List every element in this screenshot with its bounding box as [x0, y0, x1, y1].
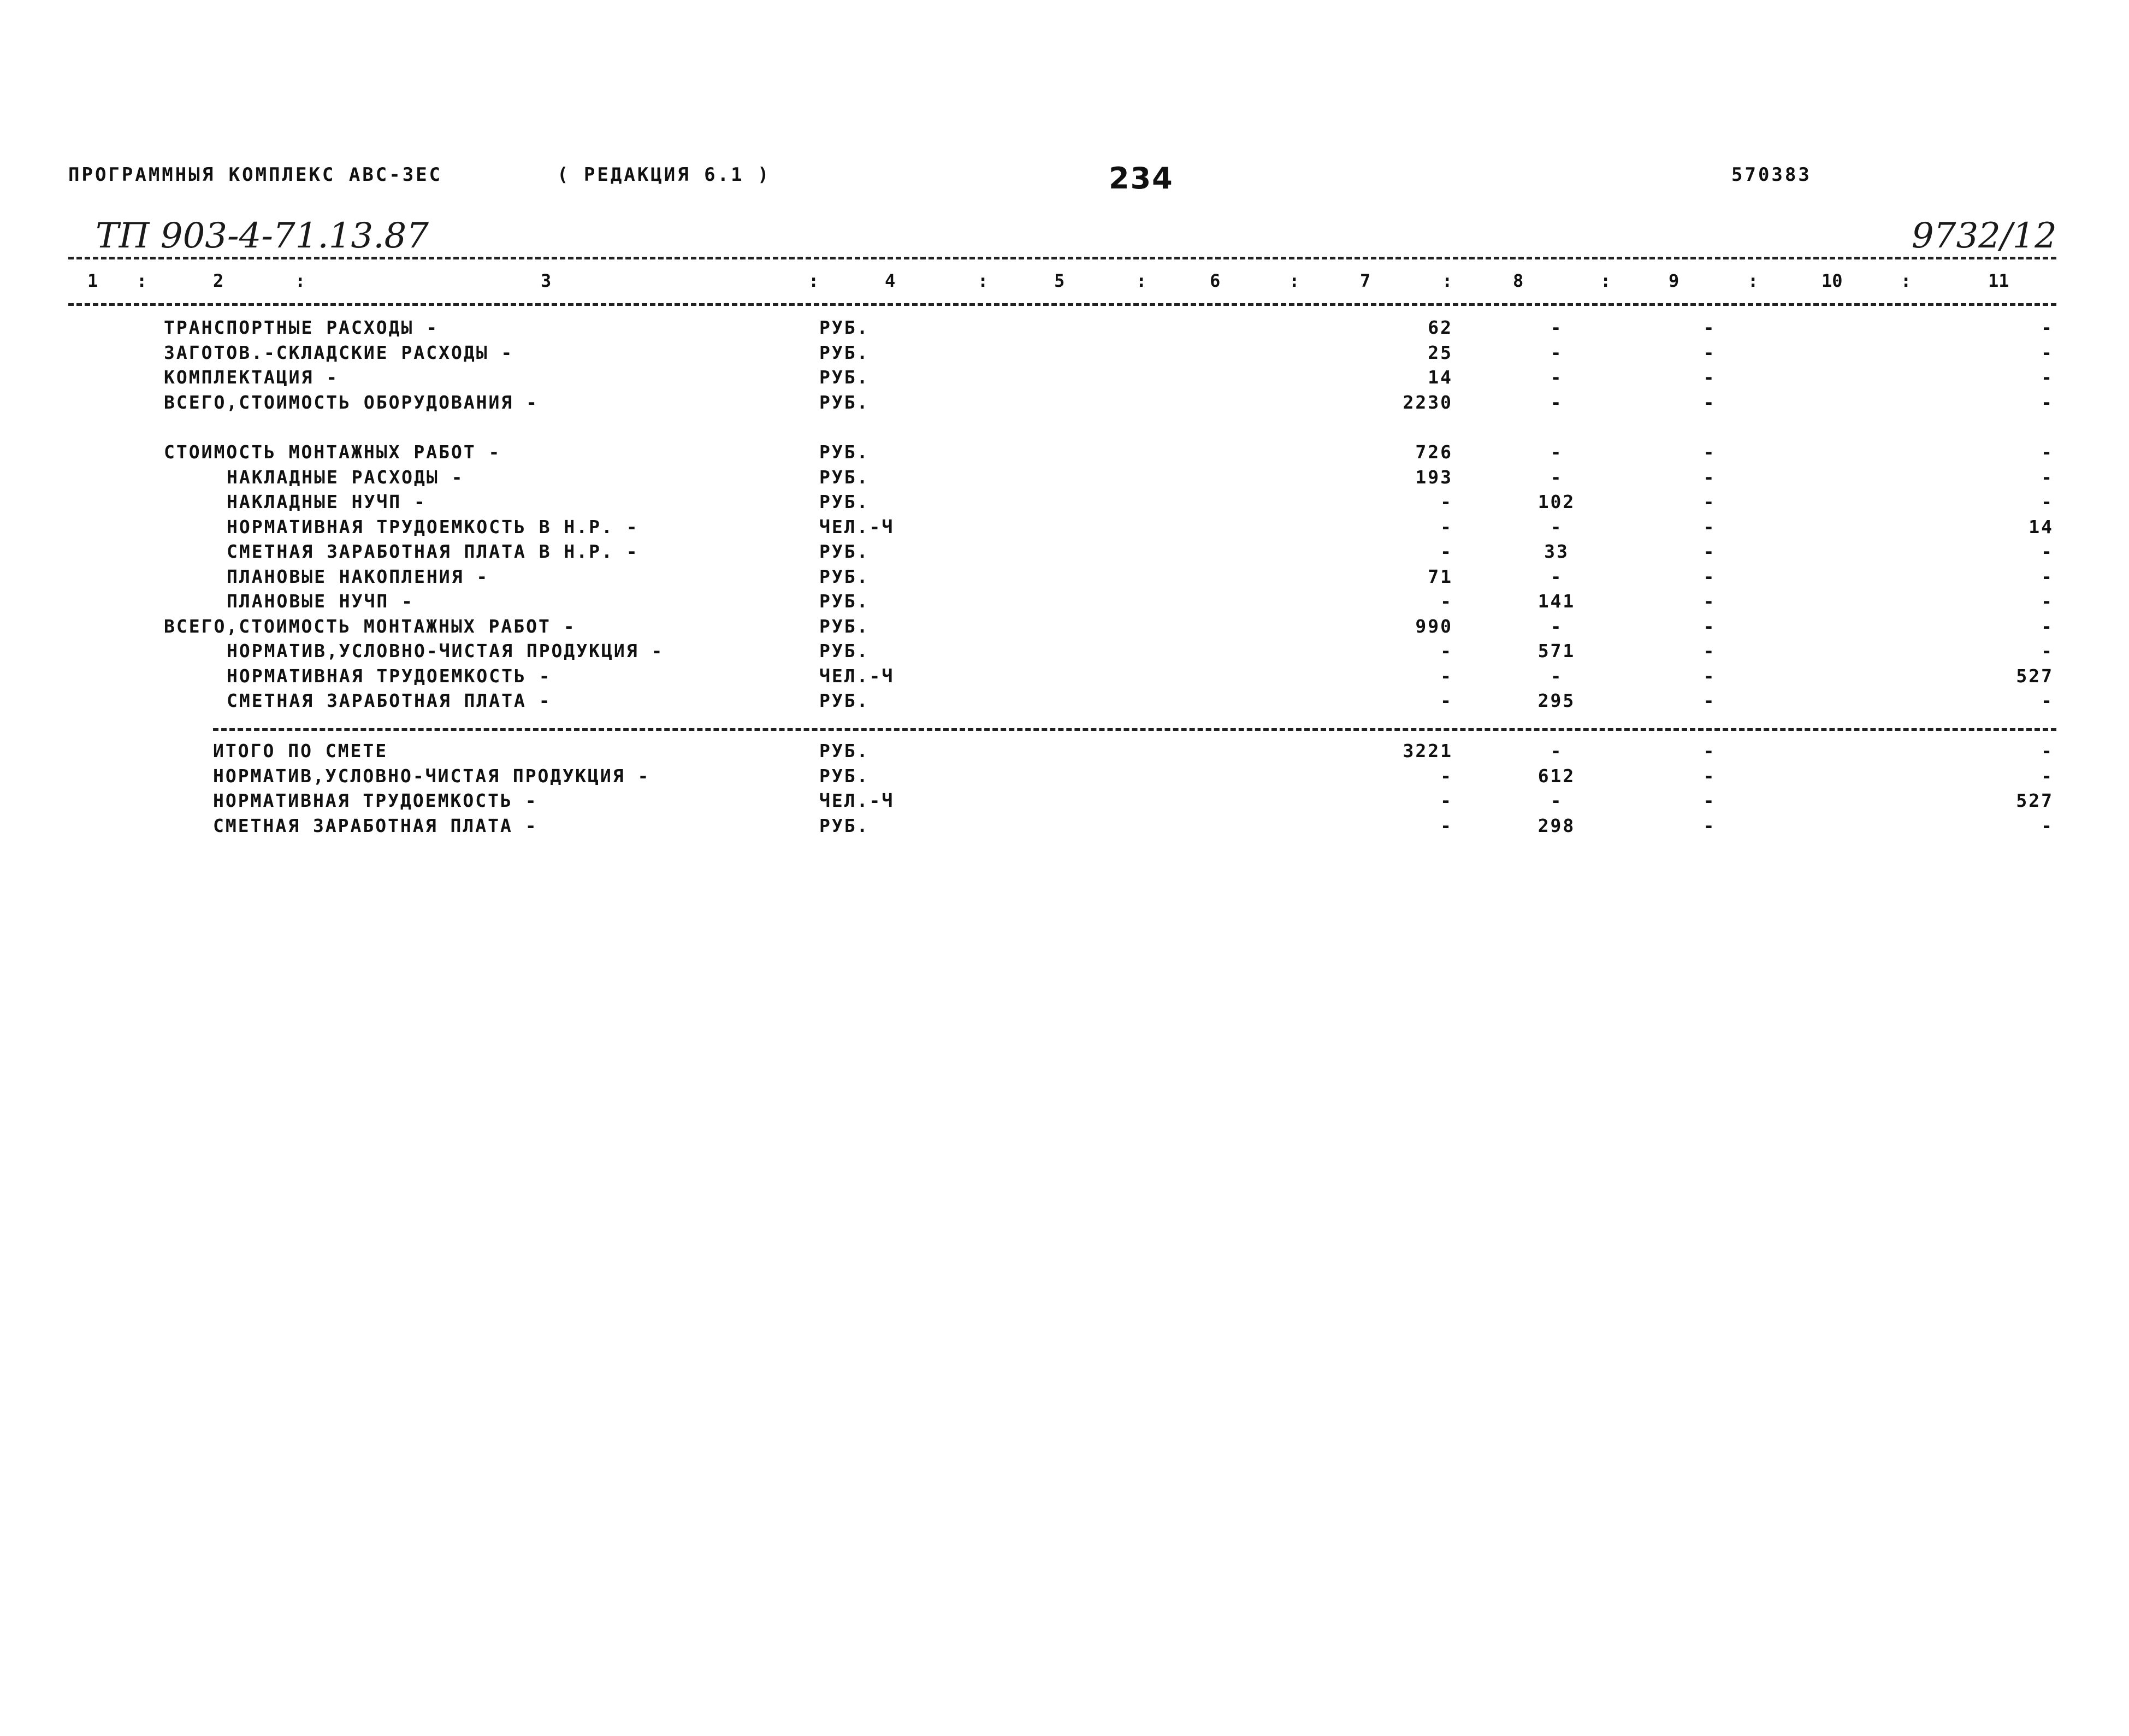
row-unit: РУБ.: [819, 392, 870, 413]
row-label: ЗАГОТОВ.-СКЛАДСКИЕ РАСХОДЫ -: [164, 342, 514, 363]
column-number: 8: [1513, 270, 1524, 291]
table-row: [0, 392, 2129, 416]
row-col7-value: -: [1440, 790, 1453, 811]
row-col11-value: -: [2041, 740, 2054, 761]
totals-rule: [213, 728, 2056, 731]
column-number: 4: [885, 270, 896, 291]
column-number: 7: [1360, 270, 1371, 291]
row-col9-value: -: [1703, 790, 1716, 811]
row-col7-value: 62: [1428, 317, 1453, 338]
column-separator: :: [1600, 270, 1611, 291]
row-col7-value: 726: [1415, 441, 1453, 463]
table-row: [0, 790, 2129, 814]
row-unit: РУБ.: [819, 317, 870, 338]
row-col11-value: -: [2041, 367, 2054, 388]
row-col7-value: -: [1440, 665, 1453, 687]
row-unit: РУБ.: [819, 441, 870, 463]
row-unit: РУБ.: [819, 591, 870, 612]
row-label: НОРМАТИВ,УСЛОВНО-ЧИСТАЯ ПРОДУКЦИЯ -: [213, 765, 650, 787]
row-col9-value: -: [1703, 740, 1716, 761]
row-col8-value: 141: [1537, 591, 1576, 612]
table-row: [0, 367, 2129, 391]
row-col7-value: -: [1440, 640, 1453, 662]
row-col8-value: -: [1550, 616, 1563, 637]
table-row: [0, 740, 2129, 764]
row-col9-value: -: [1703, 516, 1716, 538]
row-col11-value: -: [2041, 441, 2054, 463]
row-col11-value: 527: [2016, 790, 2054, 811]
row-col9-value: -: [1703, 367, 1716, 388]
row-col9-value: -: [1703, 815, 1716, 836]
row-label: КОМПЛЕКТАЦИЯ -: [164, 367, 339, 388]
column-separator: :: [1748, 270, 1759, 291]
row-label: НОРМАТИВНАЯ ТРУДОЕМКОСТЬ В Н.Р. -: [227, 516, 639, 538]
row-unit: РУБ.: [819, 566, 870, 587]
row-col9-value: -: [1703, 467, 1716, 488]
column-number: 1: [87, 270, 98, 291]
table-row: [0, 317, 2129, 341]
row-col8-value: -: [1550, 516, 1563, 538]
row-col9-value: -: [1703, 591, 1716, 612]
row-col7-value: 193: [1415, 467, 1453, 488]
column-number: 9: [1669, 270, 1679, 291]
row-col8-value: -: [1550, 367, 1563, 388]
handwritten-project-number: ТП 903-4-71.13.87: [96, 216, 429, 256]
row-unit: РУБ.: [819, 491, 870, 512]
row-label: НАКЛАДНЫЕ РАСХОДЫ -: [227, 467, 464, 488]
column-number: 3: [541, 270, 552, 291]
row-col11-value: -: [2041, 640, 2054, 662]
row-unit: РУБ.: [819, 367, 870, 388]
row-col8-value: 33: [1544, 541, 1569, 562]
row-label: СМЕТНАЯ ЗАРАБОТНАЯ ПЛАТА -: [213, 815, 538, 836]
row-col8-value: -: [1550, 392, 1563, 413]
row-col11-value: -: [2041, 815, 2054, 836]
table-row: [0, 541, 2129, 565]
row-col7-value: -: [1440, 541, 1453, 562]
row-label: НОРМАТИВНАЯ ТРУДОЕМКОСТЬ -: [227, 665, 552, 687]
row-col8-value: -: [1550, 665, 1563, 687]
table-row: [0, 665, 2129, 689]
column-separator: :: [1901, 270, 1912, 291]
row-col9-value: -: [1703, 640, 1716, 662]
row-unit: ЧЕЛ.-Ч: [819, 516, 895, 538]
column-separator: :: [1289, 270, 1300, 291]
column-number: 2: [213, 270, 224, 291]
row-col8-value: -: [1550, 317, 1563, 338]
row-label: НОРМАТИВНАЯ ТРУДОЕМКОСТЬ -: [213, 790, 538, 811]
row-col8-value: -: [1550, 467, 1563, 488]
row-label: СМЕТНАЯ ЗАРАБОТНАЯ ПЛАТА -: [227, 690, 552, 711]
row-col8-value: -: [1550, 441, 1563, 463]
column-separator: :: [808, 270, 819, 291]
row-label: НАКЛАДНЫЕ НУЧП -: [227, 491, 427, 512]
row-col11-value: -: [2041, 616, 2054, 637]
header-rule: [68, 303, 2056, 306]
row-col9-value: -: [1703, 317, 1716, 338]
table-row: [0, 516, 2129, 540]
row-label: ПЛАНОВЫЕ НУЧП -: [227, 591, 415, 612]
row-col11-value: -: [2041, 392, 2054, 413]
row-col8-value: 571: [1537, 640, 1576, 662]
table-row: [0, 441, 2129, 465]
row-col7-value: 71: [1428, 566, 1453, 587]
row-label: ВСЕГО,СТОИМОСТЬ ОБОРУДОВАНИЯ -: [164, 392, 539, 413]
row-col7-value: 2230: [1403, 392, 1453, 413]
row-unit: ЧЕЛ.-Ч: [819, 665, 895, 687]
row-col7-value: 25: [1428, 342, 1453, 363]
row-col7-value: 14: [1428, 367, 1453, 388]
row-label: ПЛАНОВЫЕ НАКОПЛЕНИЯ -: [227, 566, 489, 587]
table-row: [0, 342, 2129, 366]
document-code: 570383: [1731, 164, 1812, 186]
row-unit: РУБ.: [819, 815, 870, 836]
column-number: 6: [1210, 270, 1221, 291]
program-title: ПРОГРАММНЫЯ КОМПЛЕКС АВС-ЗЕС: [68, 164, 443, 186]
column-number: 10: [1822, 270, 1843, 291]
row-unit: РУБ.: [819, 640, 870, 662]
row-col11-value: -: [2041, 317, 2054, 338]
table-row: [0, 640, 2129, 664]
row-unit: РУБ.: [819, 740, 870, 761]
row-unit: РУБ.: [819, 342, 870, 363]
table-row: [0, 616, 2129, 640]
row-col9-value: -: [1703, 616, 1716, 637]
row-col11-value: -: [2041, 591, 2054, 612]
table-row: [0, 591, 2129, 615]
row-col11-value: 14: [2029, 516, 2054, 538]
row-col8-value: -: [1550, 342, 1563, 363]
row-col9-value: -: [1703, 665, 1716, 687]
row-unit: РУБ.: [819, 616, 870, 637]
edition-label: ( РЕДАКЦИЯ 6.1 ): [557, 164, 771, 186]
page-number: 234: [1109, 161, 1174, 196]
row-col11-value: -: [2041, 467, 2054, 488]
row-col7-value: -: [1440, 591, 1453, 612]
row-col9-value: -: [1703, 541, 1716, 562]
table-row: [0, 690, 2129, 714]
row-unit: РУБ.: [819, 541, 870, 562]
row-label: ВСЕГО,СТОИМОСТЬ МОНТАЖНЫХ РАБОТ -: [164, 616, 576, 637]
row-col9-value: -: [1703, 491, 1716, 512]
row-col9-value: -: [1703, 690, 1716, 711]
row-col7-value: 3221: [1403, 740, 1453, 761]
row-col8-value: 102: [1537, 491, 1576, 512]
row-col11-value: -: [2041, 541, 2054, 562]
row-label: СТОИМОСТЬ МОНТАЖНЫХ РАБОТ -: [164, 441, 501, 463]
row-col8-value: -: [1550, 566, 1563, 587]
row-col11-value: -: [2041, 342, 2054, 363]
column-separator: :: [1442, 270, 1453, 291]
row-col9-value: -: [1703, 566, 1716, 587]
row-col7-value: -: [1440, 765, 1453, 787]
row-col9-value: -: [1703, 392, 1716, 413]
row-label: СМЕТНАЯ ЗАРАБОТНАЯ ПЛАТА В Н.Р. -: [227, 541, 639, 562]
row-col7-value: 990: [1415, 616, 1453, 637]
handwritten-sheet-number: 9732/12: [1912, 216, 2057, 256]
row-col8-value: 295: [1537, 690, 1576, 711]
table-row: [0, 491, 2129, 515]
row-col11-value: -: [2041, 491, 2054, 512]
row-col8-value: -: [1550, 740, 1563, 761]
row-col9-value: -: [1703, 342, 1716, 363]
column-number: 5: [1054, 270, 1065, 291]
row-label: НОРМАТИВ,УСЛОВНО-ЧИСТАЯ ПРОДУКЦИЯ -: [227, 640, 664, 662]
column-number: 11: [1988, 270, 2009, 291]
table-row: [0, 815, 2129, 839]
row-col7-value: -: [1440, 516, 1453, 538]
row-col11-value: 527: [2016, 665, 2054, 687]
column-separator: :: [295, 270, 306, 291]
column-separator: :: [1136, 270, 1147, 291]
row-col8-value: 298: [1537, 815, 1576, 836]
row-col11-value: -: [2041, 566, 2054, 587]
row-col9-value: -: [1703, 765, 1716, 787]
row-col8-value: -: [1550, 790, 1563, 811]
row-label: ТРАНСПОРТНЫЕ РАСХОДЫ -: [164, 317, 439, 338]
row-col7-value: -: [1440, 815, 1453, 836]
column-separator: :: [978, 270, 989, 291]
row-unit: РУБ.: [819, 467, 870, 488]
row-label: ИТОГО ПО СМЕТЕ: [213, 740, 388, 761]
row-unit: ЧЕЛ.-Ч: [819, 790, 895, 811]
table-row: [0, 566, 2129, 590]
column-separator: :: [137, 270, 147, 291]
table-row: [0, 765, 2129, 789]
row-col8-value: 612: [1537, 765, 1576, 787]
row-col9-value: -: [1703, 441, 1716, 463]
row-col7-value: -: [1440, 491, 1453, 512]
table-row: [0, 467, 2129, 491]
top-rule: [68, 257, 2056, 259]
row-col7-value: -: [1440, 690, 1453, 711]
row-unit: РУБ.: [819, 765, 870, 787]
row-col11-value: -: [2041, 690, 2054, 711]
row-col11-value: -: [2041, 765, 2054, 787]
row-unit: РУБ.: [819, 690, 870, 711]
